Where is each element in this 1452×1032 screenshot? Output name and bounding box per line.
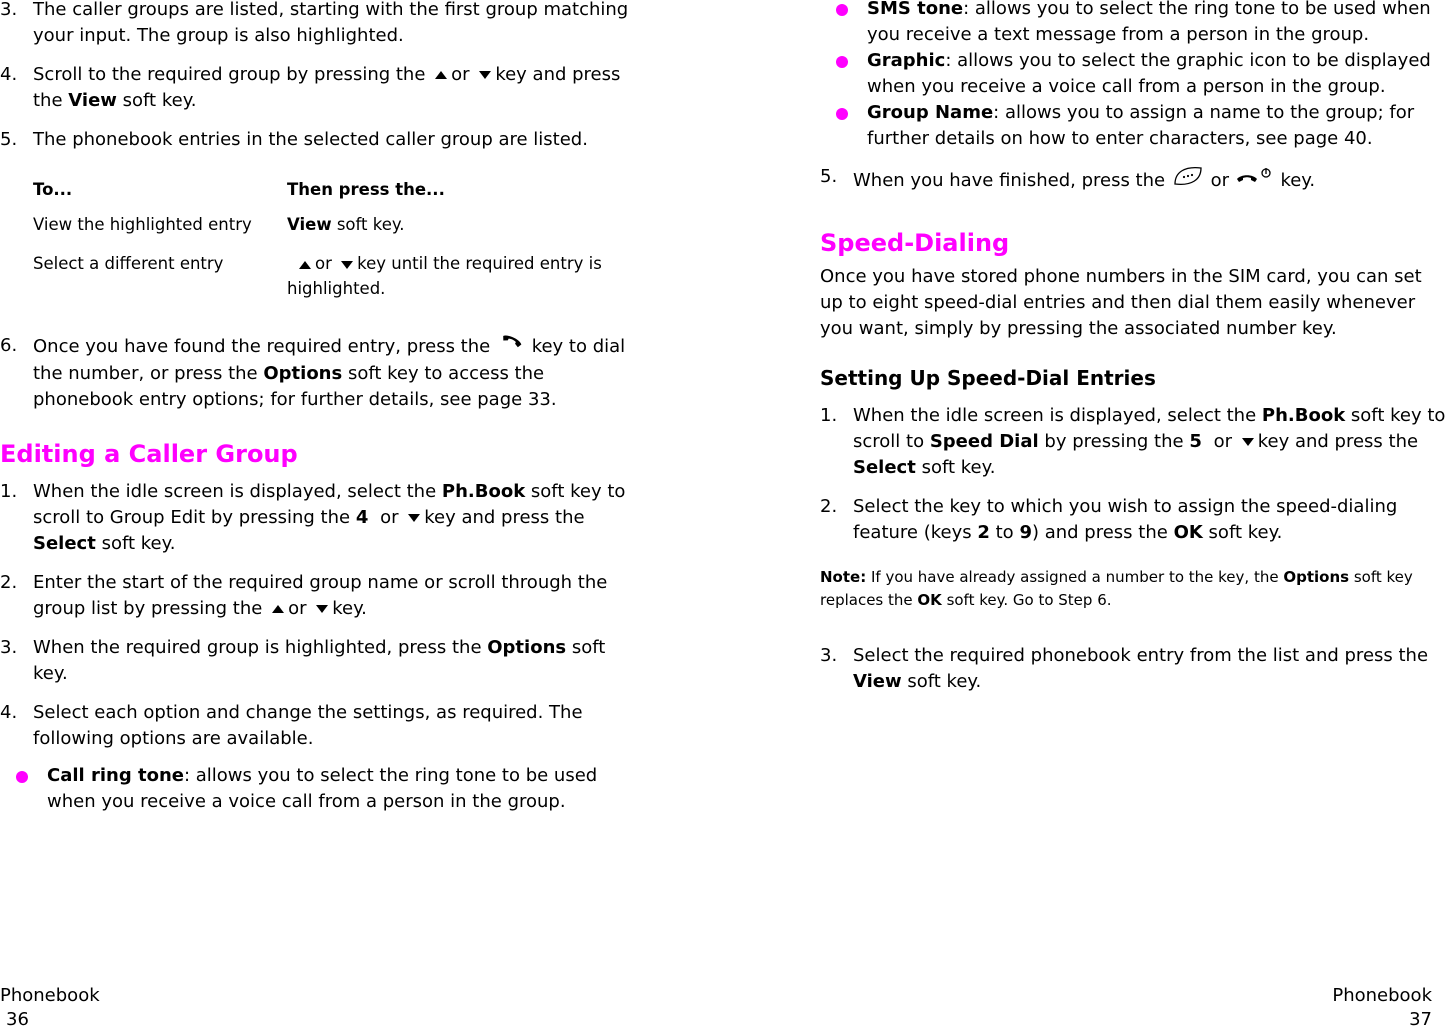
step-list-editing <box>0 479 632 752</box>
step-text: soft key to access the phonebook entry options; for further details, see page 33. <box>33 363 557 410</box>
step-number: 4. <box>0 702 18 723</box>
step-text: When the required group is highlighted, press the <box>33 637 482 658</box>
view-key-label: View <box>853 671 902 692</box>
phbook-key-label: Ph.Book <box>441 481 526 502</box>
step-text: key and press the <box>424 507 585 528</box>
section-title: Speed-Dialing <box>820 229 1010 257</box>
step-list-top <box>0 0 632 153</box>
step-text: When you have finished, press the <box>853 170 1166 191</box>
step-number: 5. <box>0 129 18 150</box>
step-5-finished <box>820 164 1450 198</box>
note-text: soft key replaces the <box>820 568 1413 609</box>
table-cell: Select a different entry <box>33 254 224 273</box>
subsection-title: Setting Up Speed-Dial Entries <box>820 366 1156 390</box>
step-number: 5. <box>820 166 838 187</box>
step-number: 3. <box>0 0 18 20</box>
arrow-down-icon <box>316 605 328 613</box>
footer-right <box>1332 984 1432 1032</box>
step-text: key and press the <box>33 64 621 111</box>
option-list-left <box>0 763 632 815</box>
step-list-speed-dial <box>820 403 1450 546</box>
footer-section-label: Phonebook <box>0 985 100 1006</box>
section-title: Editing a Caller Group <box>0 440 298 468</box>
cell-text: key until the required entry is highlighted. <box>287 254 602 298</box>
step-text: by pressing the <box>1044 431 1184 452</box>
step-text: ) and press the <box>1031 522 1168 543</box>
step-text: soft key. <box>101 533 176 554</box>
select-key-label: Select <box>853 457 916 478</box>
view-key-label: View <box>68 90 117 111</box>
or-text: or <box>315 254 332 273</box>
option-text: : allows you to select the ring tone to be used when you receive a text message from a person in the group. <box>867 0 1431 45</box>
option-list-right <box>820 0 1450 152</box>
step-1-speed-dial <box>820 403 1450 481</box>
or-text: or <box>1213 431 1232 452</box>
step-3-options <box>0 635 632 687</box>
note-text: If you have already assigned a number to the key, the <box>870 568 1279 586</box>
step-text: soft key. <box>921 457 996 478</box>
table-header-then: Then press the... <box>287 179 445 199</box>
phbook-key-label: Ph.Book <box>1261 405 1346 426</box>
arrow-up-icon <box>299 261 311 269</box>
table-row <box>33 212 632 251</box>
or-text: or <box>380 507 399 528</box>
page-number: 37 <box>1409 1009 1432 1030</box>
table-row <box>33 251 632 301</box>
arrow-down-icon <box>408 514 420 522</box>
end-power-key-icon <box>1235 166 1275 196</box>
step-number: 2. <box>0 572 18 593</box>
select-key-label: Select <box>33 533 96 554</box>
key-5-label: 5 <box>1189 431 1202 452</box>
note-box <box>820 566 1450 612</box>
bullet-dot-icon <box>836 4 848 16</box>
table-header-to: To... <box>33 179 73 199</box>
note-label: Note: <box>820 568 867 586</box>
step-2-enter-name <box>0 570 632 622</box>
step-text: Select the key to which you wish to assign the speed-dialing feature (keys <box>853 496 1398 543</box>
step-text: Enter the start of the required group name or scroll through the group list by pressing the <box>33 572 608 619</box>
table-cell: View the highlighted entry <box>33 215 252 234</box>
step-4-scroll-group <box>0 62 632 114</box>
step-text: key to dial the number, or press the <box>33 336 626 384</box>
table-header-row <box>33 166 632 212</box>
option-label: Graphic <box>867 50 946 71</box>
step-number: 3. <box>820 645 838 666</box>
footer-section-label: Phonebook <box>1332 985 1432 1006</box>
step-text: The phonebook entries in the selected caller group are listed. <box>33 129 588 150</box>
step-text: Once you have found the required entry, press the <box>33 336 491 357</box>
step-number: 2. <box>820 496 838 517</box>
step-3-select-entry <box>820 643 1450 695</box>
arrow-up-icon <box>435 71 447 79</box>
step-text: When the idle screen is displayed, select the <box>853 405 1257 426</box>
arrow-down-icon <box>341 261 353 269</box>
step-list-3 <box>820 643 1450 695</box>
option-label: Call ring tone <box>47 765 184 786</box>
speed-dial-label: Speed Dial <box>929 431 1039 452</box>
option-text: : allows you to assign a name to the group; for further details on how to enter characters, see page 40. <box>867 102 1415 149</box>
step-text: to <box>995 522 1014 543</box>
bullet-dot-icon <box>16 771 28 783</box>
intro-paragraph: Once you have stored phone numbers in the SIM card, you can set up to eight speed-dial entries and then dial them easily whenever you want, simply by pressing the associated number key. <box>820 266 1422 339</box>
bullet-dot-icon <box>836 108 848 120</box>
or-text: or <box>451 64 470 85</box>
step-3-groups-listed <box>0 0 632 49</box>
table-cell <box>287 251 632 301</box>
note-text: soft key. Go to Step 6. <box>946 591 1112 609</box>
options-key-label: Options <box>487 637 567 658</box>
step-text: The caller groups are listed, starting with the first group matching your input. The group is also highlighted. <box>33 0 629 46</box>
call-key-icon <box>496 333 526 361</box>
step-text: Scroll to the required group by pressing the <box>33 64 426 85</box>
step-text: When the idle screen is displayed, select the <box>33 481 437 502</box>
step-list-5 <box>820 164 1450 198</box>
step-4-settings <box>0 700 632 752</box>
right-page <box>820 0 1450 708</box>
arrow-up-icon <box>272 605 284 613</box>
table-cell <box>287 212 632 251</box>
option-call-ring-tone <box>0 763 632 815</box>
step-text: soft key. <box>33 637 606 684</box>
option-sms-tone <box>820 0 1450 48</box>
step-text: soft key. <box>907 671 982 692</box>
step-list-6 <box>0 333 632 413</box>
step-6-dial <box>0 333 632 413</box>
cell-text: soft key. <box>336 215 405 234</box>
step-text: key. <box>1280 170 1316 191</box>
key-9-label: 9 <box>1019 522 1032 543</box>
option-text: : allows you to select the graphic icon to be displayed when you receive a voice call from a person in the group. <box>867 50 1431 97</box>
page-number: 36 <box>6 1009 29 1030</box>
step-number: 1. <box>820 405 838 426</box>
step-number: 1. <box>0 481 18 502</box>
option-label: Group Name <box>867 102 994 123</box>
step-text: soft key to scroll to <box>853 405 1446 452</box>
step-2-assign-key <box>820 494 1450 546</box>
step-text: Select the required phonebook entry from the list and press the <box>853 645 1429 666</box>
option-group-name <box>820 100 1450 152</box>
action-table <box>33 166 632 301</box>
step-text: soft key to scroll to Group Edit by pressing the <box>33 481 626 528</box>
ok-key-label: OK <box>917 591 942 609</box>
arrow-down-icon <box>1242 438 1254 446</box>
arrow-down-icon <box>479 71 491 79</box>
or-text: or <box>288 598 307 619</box>
footer-left <box>0 984 100 1032</box>
step-number: 6. <box>0 335 18 356</box>
ok-key-label: OK <box>1173 522 1203 543</box>
options-key-label: Options <box>1283 568 1350 586</box>
step-number: 4. <box>0 64 18 85</box>
step-text: Select each option and change the settings, as required. The following options are available. <box>33 702 583 749</box>
option-graphic <box>820 48 1450 100</box>
step-text: soft key. <box>122 90 197 111</box>
step-text: soft key. <box>1208 522 1283 543</box>
option-text: : allows you to select the ring tone to be used when you receive a voice call from a person in the group. <box>47 765 598 812</box>
view-key-label: View <box>287 215 332 234</box>
step-text: key and press the <box>1257 431 1419 452</box>
key-2-label: 2 <box>977 522 990 543</box>
cancel-key-icon <box>1171 164 1205 198</box>
left-page <box>0 0 632 815</box>
bullet-dot-icon <box>836 56 848 68</box>
step-text: key. <box>332 598 367 619</box>
step-5-entries-listed <box>0 127 632 153</box>
key-4-label: 4 <box>355 507 369 528</box>
step-number: 3. <box>0 637 18 658</box>
step-1-idle <box>0 479 632 557</box>
options-key-label: Options <box>263 363 343 384</box>
or-text: or <box>1210 170 1229 191</box>
option-label: SMS tone <box>867 0 964 19</box>
